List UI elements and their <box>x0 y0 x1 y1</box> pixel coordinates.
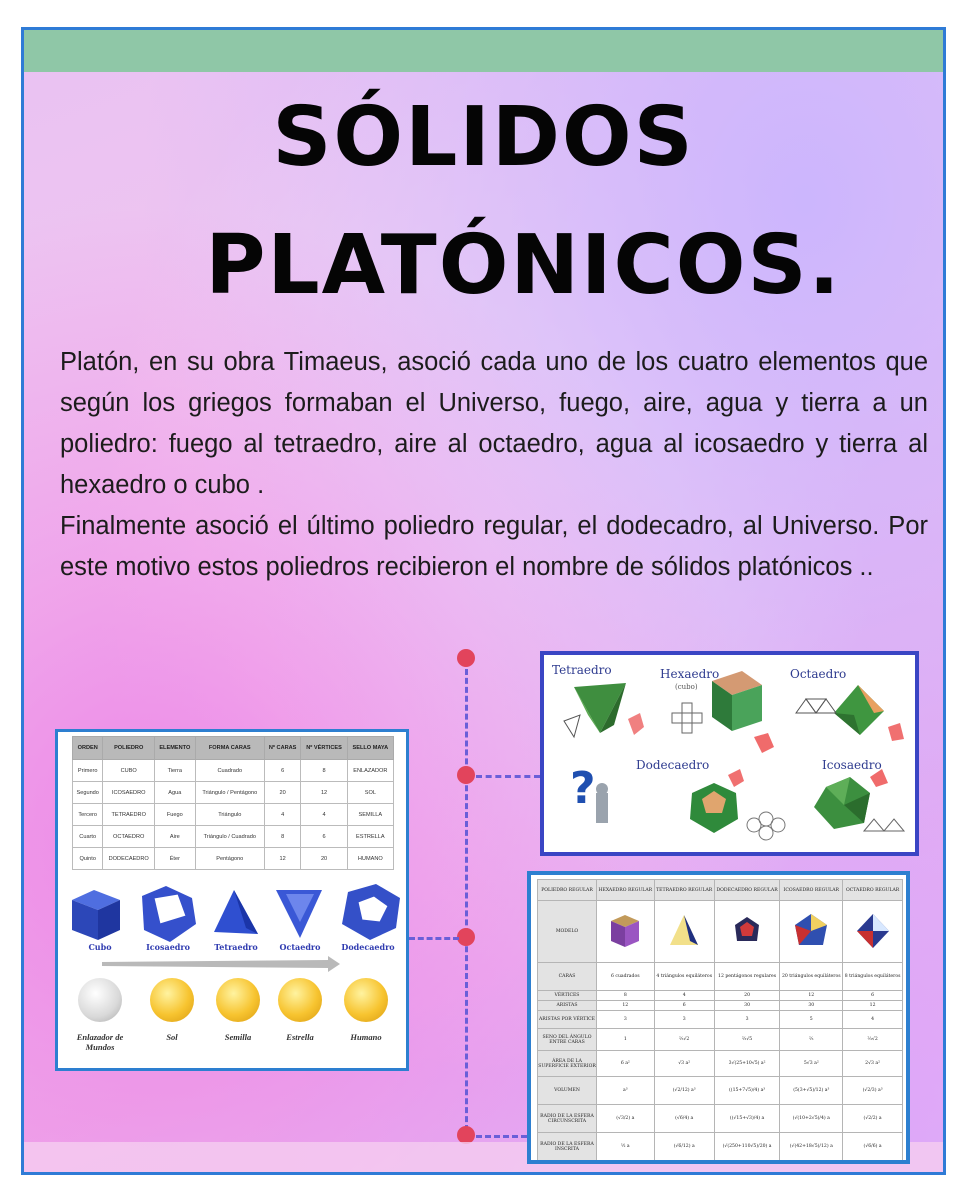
shape-label: Dodecaedro <box>341 942 395 952</box>
solids-panel <box>540 651 919 856</box>
hexahedron-model <box>605 911 645 951</box>
cell: 20 triángulos equiláteros <box>780 963 843 991</box>
cell: ((√15+√3)/4) a <box>714 1105 780 1133</box>
table-row <box>538 991 903 1001</box>
cell: 12 <box>597 1001 655 1011</box>
intro-text <box>60 342 928 588</box>
table-row <box>538 963 903 991</box>
cell: ⅔ <box>780 1029 843 1051</box>
cell: ⅔√2 <box>843 1029 903 1051</box>
cell: (√2/12) a³ <box>654 1077 714 1105</box>
cell: a³ <box>597 1077 655 1105</box>
cell: (√2/3) a³ <box>843 1077 903 1105</box>
cell: (√6/6) a <box>843 1133 903 1161</box>
cell: TETRAEDRO <box>103 804 155 826</box>
tetrahedron-model <box>664 911 704 951</box>
cell: 12 <box>843 1001 903 1011</box>
cell: 4 <box>301 804 347 826</box>
cell: Quinto <box>73 848 103 870</box>
table-row <box>73 848 394 870</box>
cell: Primero <box>73 760 103 782</box>
cell: Éter <box>154 848 195 870</box>
title-line-1: SÓLIDOS <box>272 90 695 185</box>
table-row <box>73 760 394 782</box>
hexaedro-label: Hexaedro <box>660 667 720 681</box>
seal-label: Estrella <box>286 1032 314 1042</box>
cell: 12 <box>780 991 843 1001</box>
header-cell: ORDEN <box>73 737 103 760</box>
cell: 4 <box>264 804 301 826</box>
octahedron-model <box>853 911 893 951</box>
cell: (√6/12) a <box>654 1133 714 1161</box>
header-cell: Nº CARAS <box>264 737 301 760</box>
table-row <box>73 782 394 804</box>
row-header: RADIO DE LA ESFERA INSCRITA <box>538 1133 597 1161</box>
model-cell <box>654 901 714 963</box>
paragraph-1: Platón, en su obra Timaeus, asoció cada uno de los cuatro elementos que según los griegos formaban el Universo, fuego, aire, agua y tierra a un poliedro: fuego al tetraedro, aire al octaedro, agua al icosaedro y tierra al hexaedro o cubo . <box>60 348 928 499</box>
cell: 20 <box>714 991 780 1001</box>
cell: ½ a <box>597 1133 655 1161</box>
cell: 5 <box>780 1011 843 1029</box>
cell: Agua <box>154 782 195 804</box>
cell: 5√3 a² <box>780 1051 843 1077</box>
cell: 20 <box>264 782 301 804</box>
cell: 4 triángulos equiláteros <box>654 963 714 991</box>
svg-text:?: ? <box>570 763 596 814</box>
cell: √3 a² <box>654 1051 714 1077</box>
timeline-dot <box>457 649 475 667</box>
header-cell: OCTAEDRO REGULAR <box>843 880 903 901</box>
row-header: ÁREA DE LA SUPERFICIE EXTERIOR <box>538 1051 597 1077</box>
cell: 8 <box>264 826 301 848</box>
seal-icon <box>278 978 322 1022</box>
cell: (√(10+2√5)/4) a <box>780 1105 843 1133</box>
header-cell: Nº VÉRTICES <box>301 737 347 760</box>
cell: Cuarto <box>73 826 103 848</box>
row-header: RADIO DE LA ESFERA CIRCUNSCRITA <box>538 1105 597 1133</box>
cell: ICOSAEDRO <box>103 782 155 804</box>
cell: (√(250+110√5)/20) a <box>714 1133 780 1161</box>
row-header: ARISTAS POR VÉRTICE <box>538 1011 597 1029</box>
header-cell: FORMA CARAS <box>195 737 264 760</box>
cell: HUMANO <box>347 848 393 870</box>
cell: Tierra <box>154 760 195 782</box>
table-row <box>538 901 903 963</box>
cell: 12 <box>264 848 301 870</box>
cell: 30 <box>714 1001 780 1011</box>
header-cell: TETRAEDRO REGULAR <box>654 880 714 901</box>
cell: 4 <box>843 1011 903 1029</box>
cell: (√6/4) a <box>654 1105 714 1133</box>
properties-table <box>537 879 903 1161</box>
header-cell: ELEMENTO <box>154 737 195 760</box>
cell: Tercero <box>73 804 103 826</box>
cell: 1 <box>597 1029 655 1051</box>
model-cell <box>780 901 843 963</box>
timeline-dot <box>457 766 475 784</box>
cell: (√2/2) a <box>843 1105 903 1133</box>
table-row <box>538 1133 903 1161</box>
model-cell <box>843 901 903 963</box>
header-cell: POLIEDRO <box>103 737 155 760</box>
cell: Fuego <box>154 804 195 826</box>
cell: 4 <box>654 991 714 1001</box>
element-table-panel <box>55 729 409 1071</box>
row-header: VÉRTICES <box>538 991 597 1001</box>
cell: Triángulo / Pentágono <box>195 782 264 804</box>
cell: 6 <box>301 826 347 848</box>
cell: ENLAZADOR <box>347 760 393 782</box>
dodecahedron-model <box>727 911 767 951</box>
shape-label: Icosaedro <box>146 942 190 952</box>
cell: 6 cuadrados <box>597 963 655 991</box>
model-cell <box>714 901 780 963</box>
dodecaedro-label: Dodecaedro <box>636 758 710 772</box>
cell: Triángulo <box>195 804 264 826</box>
cell: SOL <box>347 782 393 804</box>
cell: Pentágono <box>195 848 264 870</box>
cell: SEMILLA <box>347 804 393 826</box>
poster-frame <box>21 27 946 1175</box>
table-row <box>73 804 394 826</box>
cell: 20 <box>301 848 347 870</box>
cell: 6 <box>654 1001 714 1011</box>
progression-arrow <box>58 956 406 976</box>
cell: 6 <box>843 991 903 1001</box>
seal-icon <box>78 978 122 1022</box>
timeline-line <box>465 660 468 1140</box>
table-row <box>538 1011 903 1029</box>
title-line-2: PLATÓNICOS. <box>205 218 842 313</box>
cell: 3 <box>714 1011 780 1029</box>
cell: (√(42+18√5)/12) a <box>780 1133 843 1161</box>
cell: 3 <box>654 1011 714 1029</box>
table-row <box>538 1105 903 1133</box>
cell: 8 <box>597 991 655 1001</box>
cell: 2√3 a² <box>843 1051 903 1077</box>
octaedro-label: Octaedro <box>790 667 847 681</box>
shape-label: Octaedro <box>279 942 321 952</box>
properties-table-panel <box>527 871 910 1164</box>
seal-label: Humano <box>350 1032 382 1042</box>
timeline-dot <box>457 928 475 946</box>
solids-illustration <box>544 655 915 852</box>
table-row <box>538 1051 903 1077</box>
cell: Triángulo / Cuadrado <box>195 826 264 848</box>
connector-dash <box>476 775 540 778</box>
seal-icon <box>216 978 260 1022</box>
row-header: MODELO <box>538 901 597 963</box>
row-header: CARAS <box>538 963 597 991</box>
shape-label: Tetraedro <box>214 942 258 952</box>
element-table <box>72 736 394 870</box>
hexaedro-sub-label: (cubo) <box>675 683 698 691</box>
cell: ESTRELLA <box>347 826 393 848</box>
cell: (√3/2) a <box>597 1105 655 1133</box>
icosaedro-label: Icosaedro <box>822 758 882 772</box>
seal-icon <box>150 978 194 1022</box>
seal-icon <box>344 978 388 1022</box>
cell: 30 <box>780 1001 843 1011</box>
seal-label: Semilla <box>224 1032 252 1042</box>
cell: ((15+7√5)/4) a³ <box>714 1077 780 1105</box>
header-cell: DODECAEDRO REGULAR <box>714 880 780 901</box>
cell: Segundo <box>73 782 103 804</box>
icosahedron-model <box>791 911 831 951</box>
tetraedro-label: Tetraedro <box>552 663 612 677</box>
cell: (5(3+√5)/12) a³ <box>780 1077 843 1105</box>
header-cell: POLIEDRO REGULAR <box>538 880 597 901</box>
row-header: VOLUMEN <box>538 1077 597 1105</box>
cell: ⅔√2 <box>654 1029 714 1051</box>
header-cell: HEXAEDRO REGULAR <box>597 880 655 901</box>
cell: 6 a² <box>597 1051 655 1077</box>
cell: 12 pentágonos regulares <box>714 963 780 991</box>
connector-dash <box>409 937 459 940</box>
row-header: ARISTAS <box>538 1001 597 1011</box>
table-row <box>538 1029 903 1051</box>
table-row <box>538 1001 903 1011</box>
row-header: SENO DEL ÁNGULO ENTRE CARAS <box>538 1029 597 1051</box>
cell: 8 triángulos equiláteros <box>843 963 903 991</box>
cell: 3√(25+10√5) a² <box>714 1051 780 1077</box>
header-cell: SELLO MAYA <box>347 737 393 760</box>
cell: Aire <box>154 826 195 848</box>
header-cell: ICOSAEDRO REGULAR <box>780 880 843 901</box>
cell: CUBO <box>103 760 155 782</box>
table-row <box>73 826 394 848</box>
model-cell <box>597 901 655 963</box>
cell: 8 <box>301 760 347 782</box>
connector-dash <box>476 1135 527 1138</box>
cell: 6 <box>264 760 301 782</box>
cell: OCTAEDRO <box>103 826 155 848</box>
top-color-bar <box>24 30 943 72</box>
table-row <box>538 1077 903 1105</box>
seal-label: Enlazador de Mundos <box>76 1032 124 1052</box>
cell: 3 <box>597 1011 655 1029</box>
paragraph-2: Finalmente asoció el último poliedro regular, el dodecadro, al Universo. Por este motivo estos poliedros recibieron el nombre de sólidos platónicos .. <box>60 512 928 581</box>
shape-label: Cubo <box>88 942 112 952</box>
cell: 12 <box>301 782 347 804</box>
cell: DODECAEDRO <box>103 848 155 870</box>
seal-label: Sol <box>166 1032 178 1042</box>
cell: ⅔√5 <box>714 1029 780 1051</box>
cell: Cuadrado <box>195 760 264 782</box>
solid-shapes-row <box>58 878 406 968</box>
